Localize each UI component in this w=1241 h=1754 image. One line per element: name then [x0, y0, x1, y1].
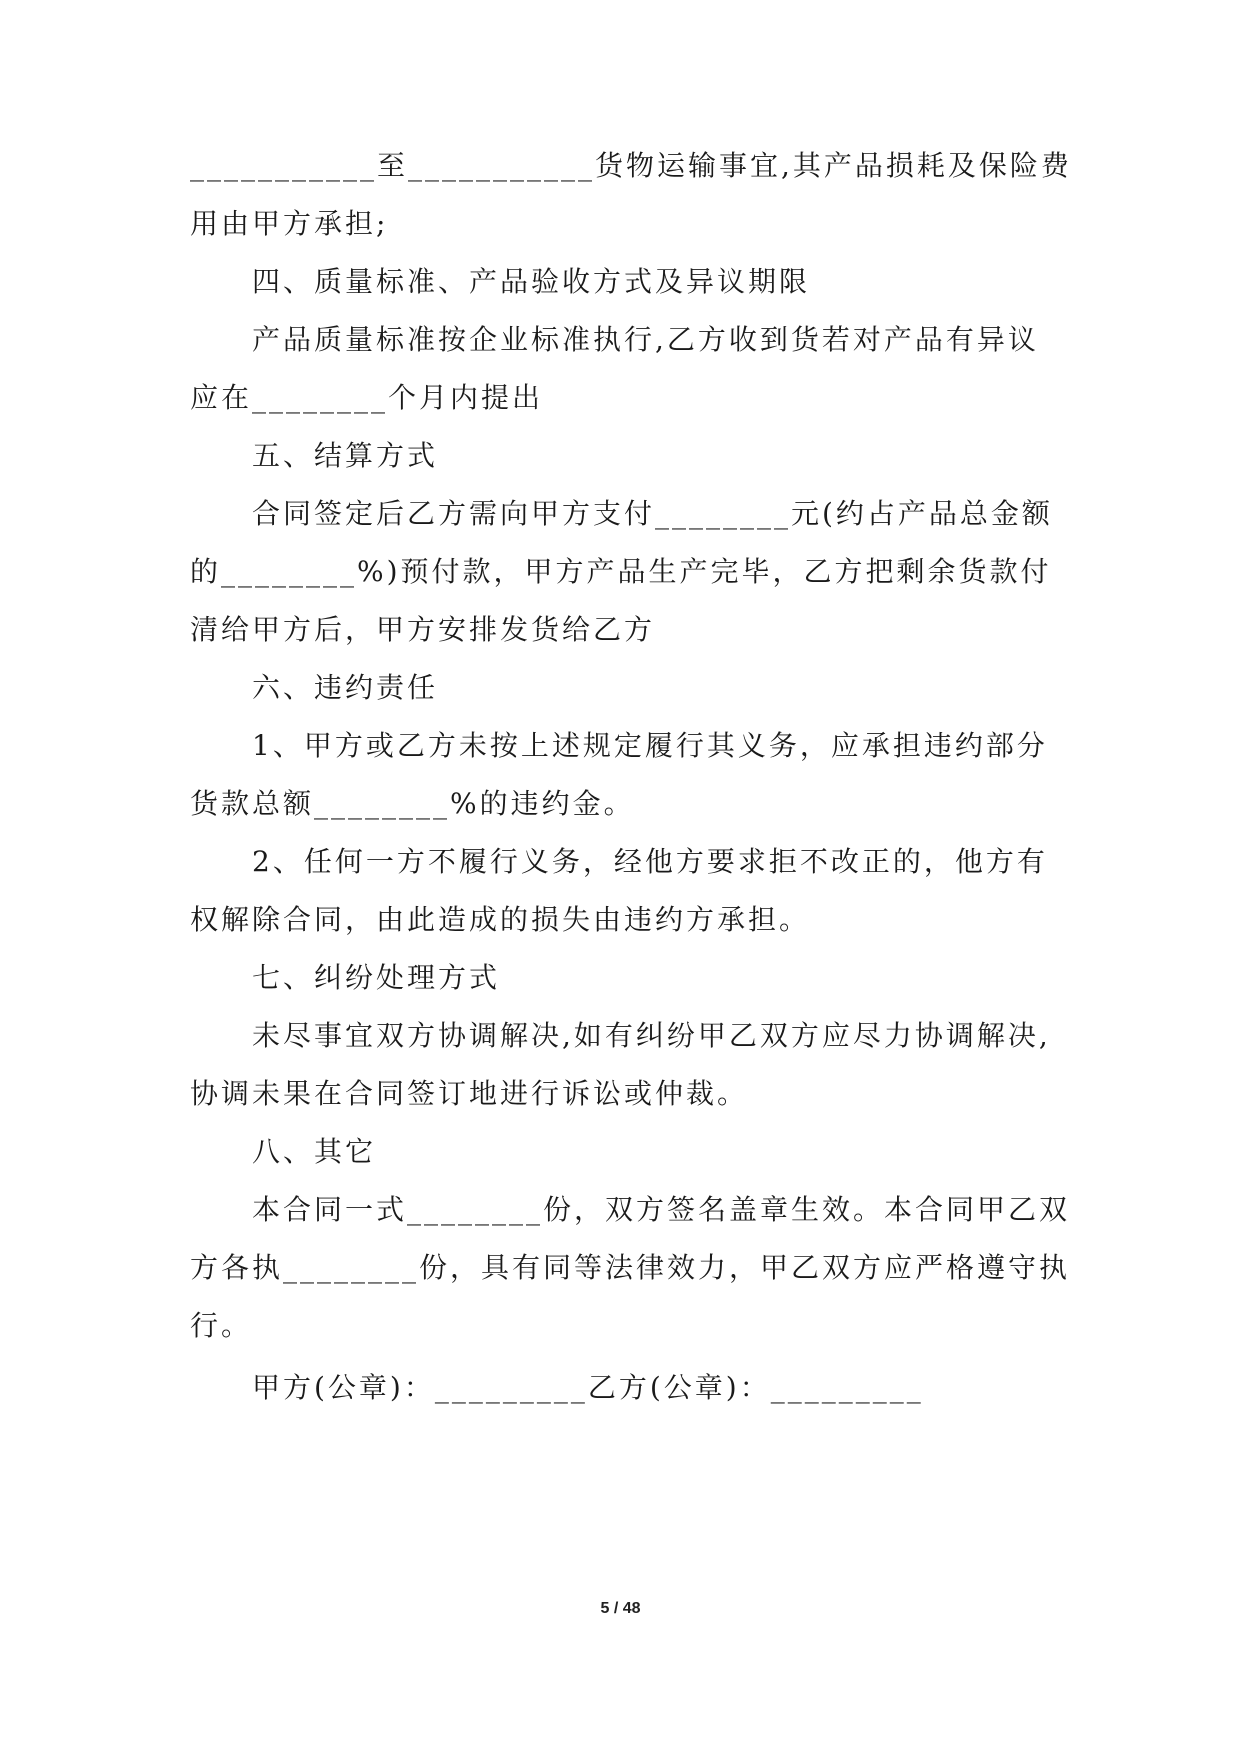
paragraph-line: 行。 — [190, 1309, 253, 1342]
section-heading: 五、结算方式 — [252, 439, 439, 472]
paragraph-line: 权解除合同，由此造成的损失由违约方承担。 — [190, 903, 811, 936]
section-heading: 四、质量标准、产品验收方式及异议期限 — [252, 265, 811, 298]
paragraph-line: 1、甲方或乙方未按上述规定履行其义务，应承担违约部分 — [252, 729, 1048, 762]
paragraph-line: 合同签定后乙方需向甲方支付________元(约占产品总金额 — [252, 497, 1053, 530]
section-heading: 八、其它 — [252, 1135, 377, 1168]
paragraph-line: 协调未果在合同签订地进行诉讼或仲裁。 — [190, 1077, 749, 1110]
paragraph-line: 清给甲方后，甲方安排发货给乙方 — [190, 613, 656, 646]
section-heading: 七、纠纷处理方式 — [252, 961, 501, 994]
paragraph-line: 用由甲方承担; — [190, 207, 389, 240]
paragraph-line: 货款总额________%的违约金。 — [190, 787, 635, 820]
section-heading: 六、违约责任 — [252, 671, 439, 704]
signature-line: 甲方(公章)：_________乙方(公章)：_________ — [252, 1371, 924, 1404]
paragraph-line: 产品质量标准按企业标准执行,乙方收到货若对产品有异议 — [252, 323, 1039, 356]
page-number: 5 / 48 — [600, 1600, 641, 1617]
paragraph-line: 2、任何一方不履行义务，经他方要求拒不改正的，他方有 — [252, 845, 1048, 878]
paragraph-line: 本合同一式________份，双方签名盖章生效。本合同甲乙双 — [252, 1193, 1071, 1226]
paragraph-line: 的________%)预付款，甲方产品生产完毕，乙方把剩余货款付 — [190, 555, 1052, 588]
paragraph-line: 应在________个月内提出 — [190, 381, 544, 414]
paragraph-line: 方各执________份，具有同等法律效力，甲乙双方应严格遵守执 — [190, 1251, 1071, 1284]
paragraph-line: 未尽事宜双方协调解决,如有纠纷甲乙双方应尽力协调解决, — [252, 1019, 1051, 1052]
paragraph-line: ___________至___________货物运输事宜,其产品损耗及保险费 — [190, 149, 1072, 182]
